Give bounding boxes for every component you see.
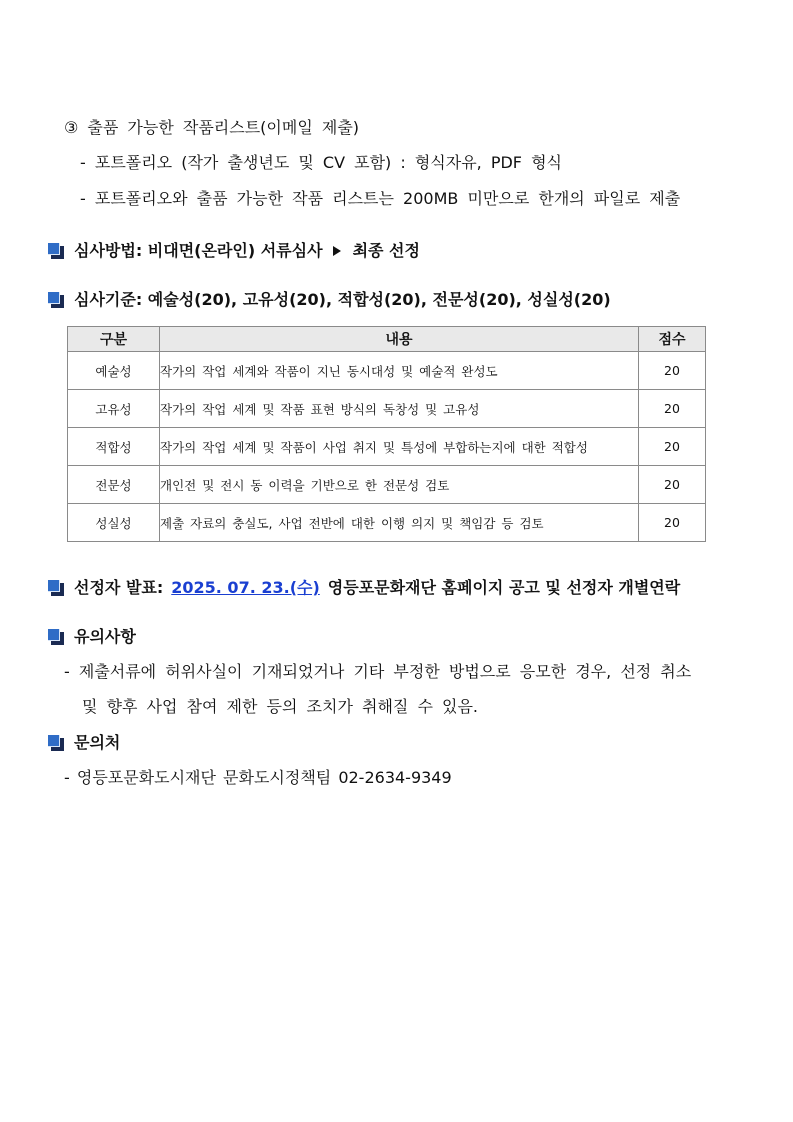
row-category: 예술성 — [68, 352, 160, 390]
row-content: 제출 자료의 충실도, 사업 전반에 대한 이행 의지 및 책임감 등 검토 — [160, 504, 639, 542]
announcement-label: 선정자 발표: — [74, 578, 164, 597]
notes-line-2: 및 향후 사업 참여 제한 등의 조치가 취해질 수 있음. — [82, 697, 478, 716]
table-header-row — [68, 327, 706, 352]
table-header-category: 구분 — [68, 327, 160, 352]
contact-line: - 영등포문화도시재단 문화도시정책팀 02-2634-9349 — [64, 768, 452, 787]
review-method-result: 최종 선정 — [352, 241, 420, 260]
announcement-date-link[interactable]: 2025. 07. 23.(수) — [171, 578, 320, 597]
contact-heading — [48, 733, 120, 753]
submission-sub-item-file: - 포트폴리오와 출품 가능한 작품 리스트는 200MB 미만으로 한개의 파일로 제출 — [80, 189, 681, 208]
table-row — [68, 466, 706, 504]
right-triangle-arrow-icon — [333, 246, 341, 256]
review-criteria-label: 심사기준: 예술성(20), 고유성(20), 적합성(20), 전문성(20), 성실성(20) — [74, 290, 611, 309]
row-score: 20 — [639, 390, 706, 428]
criteria-table — [67, 326, 706, 542]
blue-square-bullet-icon — [48, 735, 64, 751]
review-criteria-heading — [48, 290, 611, 310]
notes-line-1: - 제출서류에 허위사실이 기재되었거나 기타 부정한 방법으로 응모한 경우, 선정 취소 — [64, 662, 692, 681]
row-content: 작가의 작업 세계 및 작품이 사업 취지 및 특성에 부합하는지에 대한 적합성 — [160, 428, 639, 466]
announcement-text: 영등포문화재단 홈페이지 공고 및 선정자 개별연락 — [327, 578, 681, 597]
contact-label: 문의처 — [74, 733, 121, 752]
table-row — [68, 352, 706, 390]
row-content: 작가의 작업 세계와 작품이 지닌 동시대성 및 예술적 완성도 — [160, 352, 639, 390]
blue-square-bullet-icon — [48, 243, 64, 259]
row-category: 적합성 — [68, 428, 160, 466]
announcement-heading — [48, 578, 680, 598]
table-row — [68, 390, 706, 428]
row-score: 20 — [639, 428, 706, 466]
row-category: 전문성 — [68, 466, 160, 504]
row-content: 작가의 작업 세계 및 작품 표현 방식의 독창성 및 고유성 — [160, 390, 639, 428]
row-content: 개인전 및 전시 동 이력을 기반으로 한 전문성 검토 — [160, 466, 639, 504]
blue-square-bullet-icon — [48, 292, 64, 308]
row-score: 20 — [639, 504, 706, 542]
blue-square-bullet-icon — [48, 580, 64, 596]
notes-heading — [48, 627, 136, 647]
notes-label: 유의사항 — [74, 627, 136, 646]
table-header-content: 내용 — [160, 327, 639, 352]
table-row — [68, 504, 706, 542]
row-category: 고유성 — [68, 390, 160, 428]
blue-square-bullet-icon — [48, 629, 64, 645]
row-score: 20 — [639, 466, 706, 504]
submission-item-3: ③ 출품 가능한 작품리스트(이메일 제출) — [64, 118, 360, 137]
review-method-label: 심사방법: 비대면(온라인) 서류심사 — [74, 241, 323, 260]
table-header-score: 점수 — [639, 327, 706, 352]
review-method-heading — [48, 241, 420, 261]
table-row — [68, 428, 706, 466]
row-category: 성실성 — [68, 504, 160, 542]
row-score: 20 — [639, 352, 706, 390]
submission-sub-item-portfolio: - 포트폴리오 (작가 출생년도 및 CV 포함) : 형식자유, PDF 형식 — [80, 153, 563, 172]
